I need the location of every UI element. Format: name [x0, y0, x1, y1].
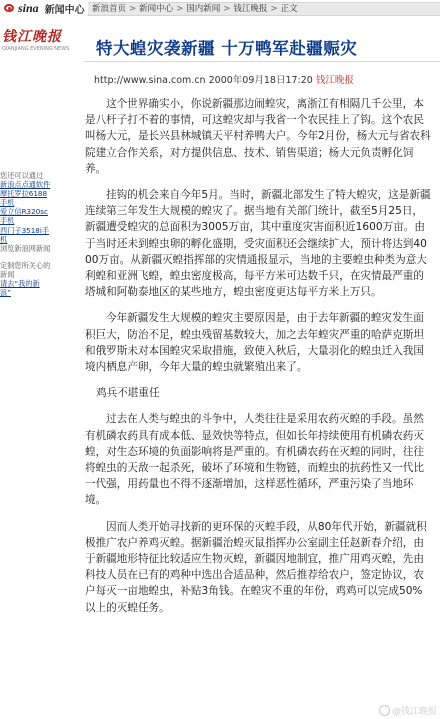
sidebar-link-motorola[interactable]: 摩托罗拉6188: [0, 189, 48, 199]
breadcrumb-source[interactable]: 钱江晚报: [233, 4, 268, 14]
site-header: [0, 0, 440, 17]
sidebar-link-siemens-2[interactable]: 机: [0, 234, 8, 244]
article-paragraph: 因而人类开始寻找新的更环保的灭蝗手段，从80年代开始，新疆就积极推广农户养鸡灭蝗。据新疆治蝗灭鼠指挥办公室副主任赵新春介绍，由于新疆地形特征比较适应生物灭蝗，新疆因地制宜，推广用鸡灭蝗，先由科技人员在已有的鸡种中选出合适品种，然后推荐给农户，签定协议，农户每灭一亩地蝗虫，补贴3角钱。在蝗灾不重的年份，鸡鸡可以完成50%以上的灭蝗任务。: [85, 520, 427, 614]
article-subheading: 鸡兵不堪重任: [96, 387, 160, 400]
brand[interactable]: [3, 1, 85, 16]
sina-eye-icon: [3, 3, 17, 15]
article-title: 特大蝗灾袭新疆 十万鸭军赴疆赈灾: [96, 39, 358, 58]
sidebar-text: 您还可以通过: [0, 171, 44, 180]
article-datetime: 2000年09月18日17:20: [208, 75, 313, 86]
sidebar-text: 浏览新浪网新闻: [0, 243, 51, 253]
sidebar-text: 新闻: [0, 269, 15, 279]
sidebar-link-ericsson-2[interactable]: 手机: [0, 216, 15, 226]
sidebar-link-my-sina-2[interactable]: 浪”: [0, 288, 11, 298]
article-body: [85, 96, 431, 626]
breadcrumb-domestic-news[interactable]: 国内新闻: [186, 4, 221, 14]
title-divider: [84, 61, 440, 62]
sidebar-link-dianditong[interactable]: 新浪点点通软件: [0, 180, 51, 190]
sidebar-link-my-sina[interactable]: 请去“我的新: [0, 279, 40, 289]
article-paragraph: 今年新疆发生大规模的蝗灾主要原因是，由于去年新疆的蝗灾发生面积巨大，防治不足，蝗虫残留基数较大，加之去年蝗灾严重的哈萨克斯坦和俄罗斯未对本国蝗灾采取措施，致使入秋后，大量羽化的蝗虫迁入我国境内栖息产卵，今年大量的蝗虫就繁殖出来了。: [85, 312, 424, 374]
sidebar-link-ericsson[interactable]: 爱立信R320sc: [0, 207, 48, 217]
weibo-icon: [379, 705, 390, 716]
article-url[interactable]: http://www.sina.com.cn: [94, 75, 206, 86]
watermark: @钱江晚报: [379, 704, 437, 717]
newspaper-logo: 钱江晚报 QIANJIANG EVENING NEWS: [2, 30, 70, 52]
breadcrumb-news-center[interactable]: 新闻中心: [139, 4, 174, 14]
channel-name[interactable]: 新闻中心: [44, 5, 85, 16]
article-paragraph: 挂钩的机会来自今年5月。当时，新疆北部发生了特大蝗灾，这是新疆连续第三年发生大规模的蝗灾了。据当地有关部门统计，截至5月25日，新疆遭受蝗灾的总面积为3005万亩，其中重度灾害面积近1600万亩。由于当时还未到蝗虫卵的孵化盛期，受灾面积还会继续扩大，预计将达到4000万亩。从新疆灭蝗指挥部的灾情通报显示，当地的主要蝗虫种类为意大利蝗和亚洲飞蝗，蝗虫密度极高，每平方米可达数千只，在灾情最严重的塔城和阿勒泰地区的某些地方，蝗虫密度更达每平方米上万只。: [85, 189, 431, 299]
sina-logo[interactable]: sina: [18, 1, 39, 15]
breadcrumb-current: 正文: [280, 4, 298, 14]
sidebar-link-motorola-2[interactable]: 手机: [0, 198, 15, 208]
breadcrumb: 新浪首页 > 新闻中心 > 国内新闻 > 钱江晚报 > 正文: [88, 2, 440, 16]
sidebar: [0, 171, 84, 297]
article-paragraph: 过去在人类与蝗虫的斗争中，人类往往是采用农药灭蝗的手段。虽然有机磷农药具有成本低、显效快等特点，但如长年持续使用有机磷农药灭蝗，对生态环境的负面影响将是严重的。有机磷农药在灭蝗的同时，往往将蝗虫的天敌一起杀死，破坏了环境和生物链，而蝗虫的抗药性又一代比一代强，用药量也不得不逐渐增加，这样恶性循环，严重污染了当地环境。: [85, 413, 424, 507]
sidebar-text: 定制您所关心的: [0, 260, 51, 270]
breadcrumb-home[interactable]: 新浪首页: [92, 4, 127, 14]
article-meta: [94, 72, 354, 86]
article-source[interactable]: 钱江晚报: [315, 75, 354, 86]
article-paragraph: 这个世界确实小，你说新疆那边闹蝗灾，离浙江有相隔几千公里，本是八杆子打不着的事情，可这蝗灾却与我省一个农民挂上了钩。这个农民叫杨大元，是长兴县林城镇天平村养鸭大户。今年2月份，杨大元与省农科院建立合作关系，对方提供信息、技术、销售渠道；杨大元负责孵化饲养。: [85, 98, 431, 175]
sidebar-link-siemens[interactable]: 西门子3518i手: [0, 225, 50, 235]
